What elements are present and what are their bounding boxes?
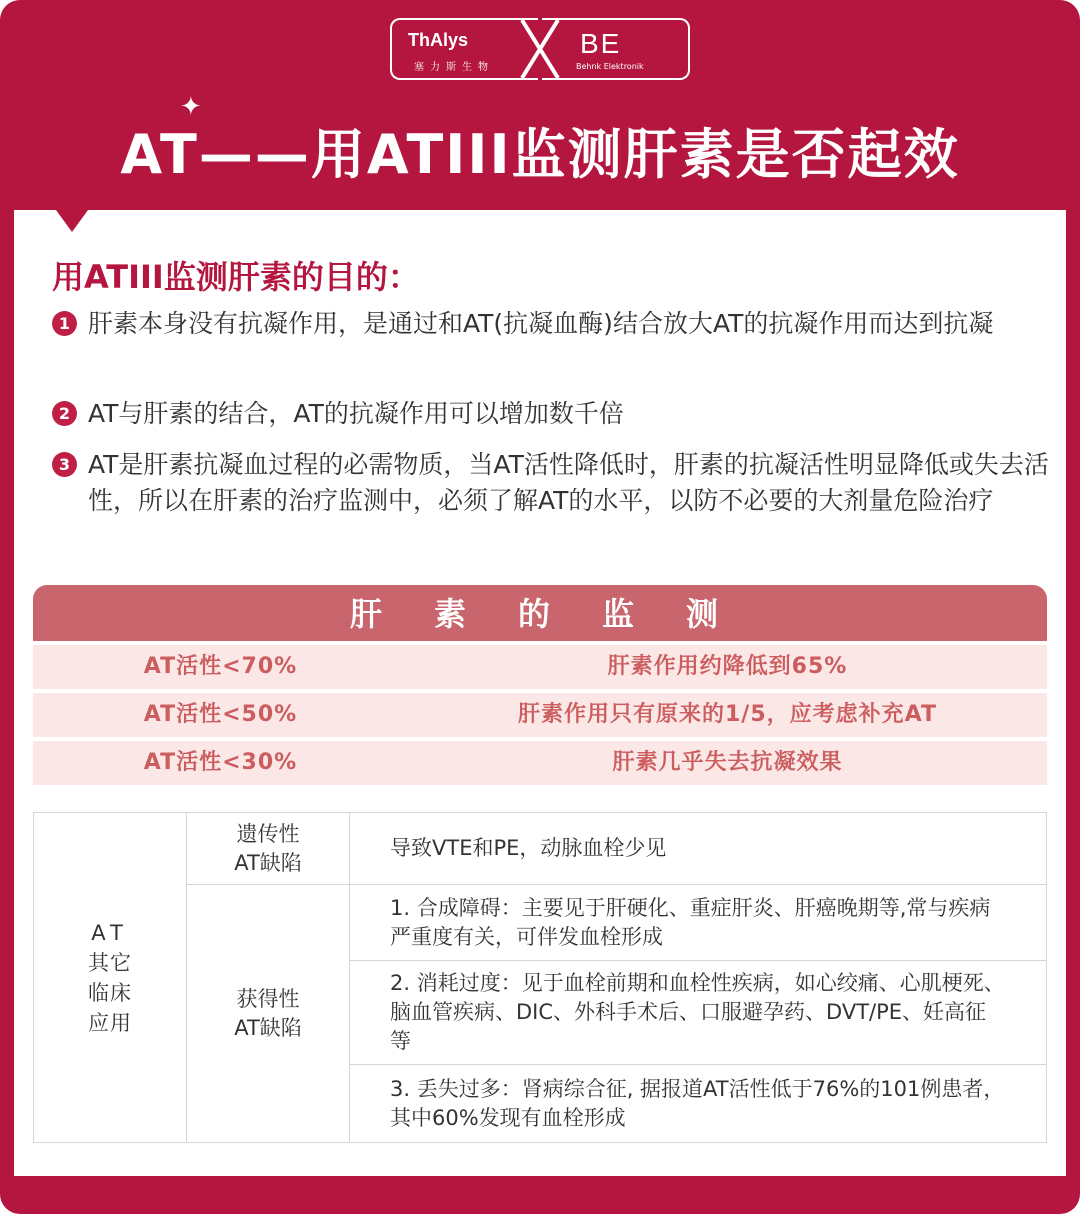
- heparin-effect: 肝素作用约降低到65%: [607, 654, 848, 679]
- at-level: AT活性<50%: [143, 702, 298, 727]
- monitoring-heading: 肝素的监测: [33, 585, 1047, 641]
- logo-left-sub: 塞力斯生物: [414, 62, 494, 73]
- purpose-point-text: AT是肝素抗凝血过程的必需物质，当AT活性降低时，肝素的抗凝活性明显降低或失去活性，所以在肝素的治疗监测中，必须了解AT的水平，以防不必要的大剂量危险治疗: [88, 450, 1049, 515]
- at-level: AT活性<70%: [143, 654, 298, 679]
- number-badge-icon: 1: [52, 311, 77, 336]
- panel-notch: [56, 210, 88, 232]
- purpose-point-text: 肝素本身没有抗凝作用，是通过和AT(抗凝血酶)结合放大AT的抗凝作用而达到抗凝: [88, 309, 994, 338]
- monitoring-row: [33, 693, 1047, 737]
- page-title: AT——用ATIII监测肝素是否起效: [120, 123, 960, 186]
- monitoring-table: [33, 585, 1047, 785]
- monitoring-row: [33, 741, 1047, 785]
- monitoring-row: [33, 645, 1047, 689]
- brand-logo: [390, 18, 690, 80]
- table-row: [34, 813, 1047, 885]
- x-logo-mark: [520, 18, 560, 80]
- clinical-table: [33, 812, 1047, 1143]
- at-level: AT活性<30%: [143, 750, 298, 775]
- heparin-effect: 肝素作用只有原来的1/5，应考虑补充AT: [518, 702, 937, 727]
- heparin-effect: 肝素几乎失去抗凝效果: [612, 750, 843, 775]
- purpose-point: [52, 447, 1052, 519]
- purpose-point: [52, 306, 1052, 342]
- hereditary-label: 遗传性 AT缺陷: [187, 813, 350, 885]
- purpose-heading: 用ATIII监测肝素的目的：: [52, 258, 420, 296]
- number-badge-icon: 2: [52, 401, 77, 426]
- logo-right-sub: Behnk Elektronik: [576, 62, 644, 71]
- sparkle-icon: ✦: [180, 92, 202, 122]
- acquired-item: 3. 丢失过多：肾病综合征, 据报道AT活性低于76%的101例患者，其中60%发现有血栓形成: [350, 1065, 1047, 1143]
- logo-left-brand: ThAlys: [408, 30, 469, 50]
- purpose-point-text: AT与肝素的结合，AT的抗凝作用可以增加数千倍: [88, 399, 624, 428]
- hereditary-text: 导致VTE和PE，动脉血栓少见: [350, 813, 1047, 885]
- acquired-label: 获得性 AT缺陷: [187, 885, 350, 1143]
- purpose-point: [52, 396, 1052, 432]
- acquired-item: 2. 消耗过度：见于血栓前期和血栓性疾病，如心绞痛、心肌梗死、脑血管疾病、DIC、外科手术后、口服避孕药、DVT/PE、妊高征等: [350, 961, 1047, 1065]
- number-badge-icon: 3: [52, 452, 77, 477]
- logo-right-brand: BE: [580, 28, 622, 59]
- acquired-item: 1. 合成障碍：主要见于肝硬化、重症肝炎、肝癌晚期等,常与疾病严重度有关，可伴发血栓形成: [350, 885, 1047, 961]
- clinical-row-label: AT 其它 临床 应用: [34, 813, 187, 1143]
